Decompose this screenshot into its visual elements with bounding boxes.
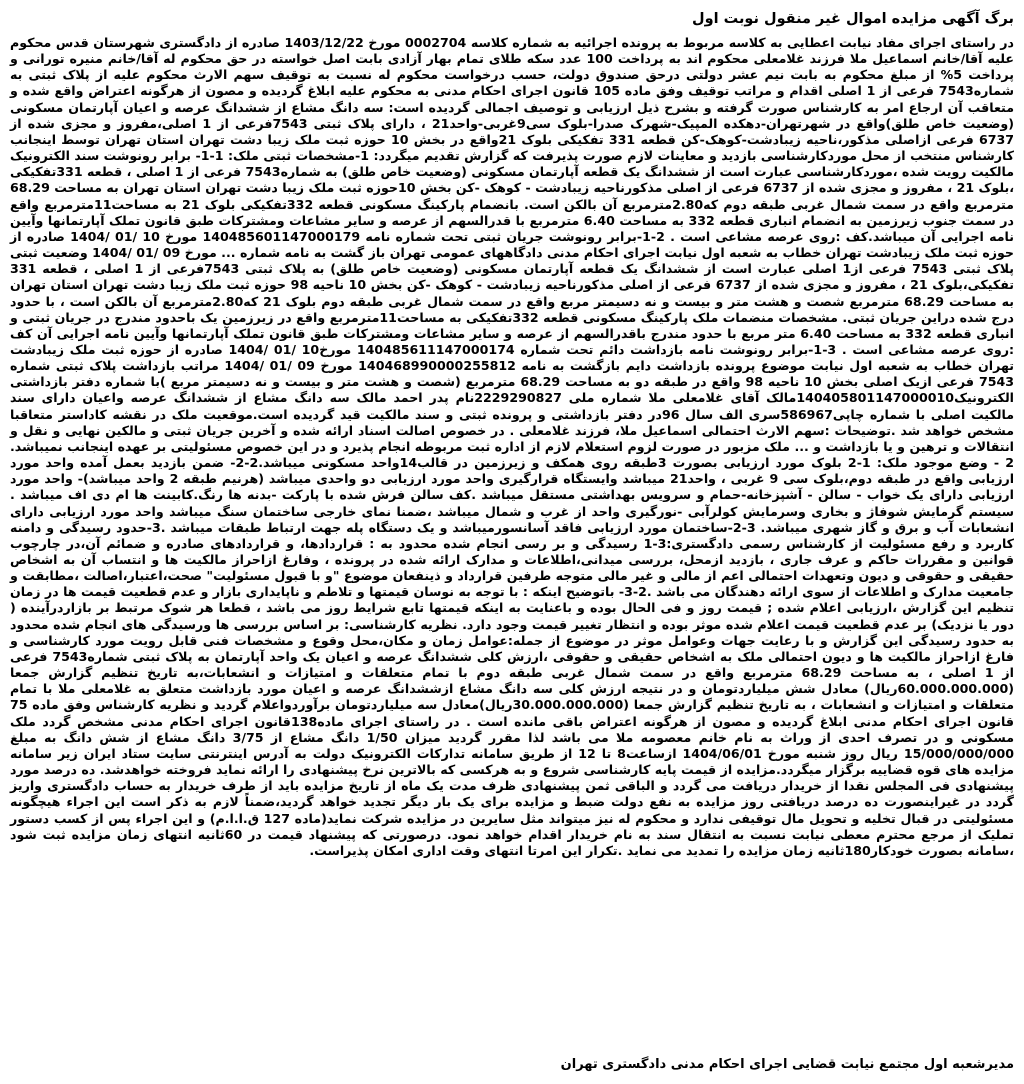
notice-body: در راستای اجرای مفاد نیابت اعطایی به کلاسه مربوط به پرونده اجرائیه به شماره کلاسه 0002704 مورخ 1403/12/22 صادره از دادگستری شهرستان قدس محکوم علیه آقا/خانم اسماعیل ملا فرزند غلامعلی محکوم اند به پرداخت 100 عدد سکه طلای تمام بهار آزادی بابت اصل خواسته در حق محکوم له آقا/خانم منیره تورانی و پرداخت 5% از مبلغ محکوم به بابت نیم عشر دولتی درحق صندوق دولت، حسب درخواست محکوم له نسبت به توقیف سهم الارث محکوم علیه از پلاک ثبتی به شماره7543 فرعی از 1 اصلی اقدام و مراتب توقیف وفق ماده 105 قانون اجرای احکام مدنی به محکوم علیه ابلاغ گردیده و مصون از هرگونه اعتراض واقع شده و متعاقب آن ارجاع امر به کارشناس صورت گرفته و بشرح ذیل ارزیابی و توصیف اجمالی گردیده است: سه دانگ مشاع از ششدانگ عرصه و اعیان آپارتمان مسکونی (وضعیت خاص طلق)واقع در شهرتهران-دهکده المپیک-شهرک صدرا-بلوک سی9غربی-واحد21 ، دارای پلاک ثبتی 7543فرعی از 1 اصلی،مفروز و مجزی شده از 6737 فرعی ازاصلی مذکور،ناحیه زیبادشت-کوهک-کن قطعه 331 تفکیکی بلوک 21واقع در بخش 10 حوزه ثبت ملک زیبا دشت تهران استان تهران توسط اینجانب کارشناس منتخب از محل موردکارشناسی بازدید و معاینات لازم صورت پذیرفت که گزارش تقدیم میگردد: 1-مشخصات ثبتی ملک: 1-1- برابر رونوشت سند الکترونیک مالکیت رویت شده ،موردکارشناسی عبارت است از ششدانگ یک قطعه آپارتمان مسکونی (وضعیت خاص طلق) به شماره7543 فرعی از 1 اصلی ، قطعه 331تفکیکی ،بلوک 21 ، مفروز و مجزی شده از 6737 فرعی از اصلی مذکورناحیه زیبادشت - کوهک -کن بخش 10حوزه ثبت ملک زیبا دشت تهران استان تهران به مساحت 68.29 مترمربع واقع در سمت شمال غربی طبقه دوم که2.80مترمربع آن بالکن است. بانضمام پارکینگ مسکونی قطعه 332تفکیکی بلوک 21 به مساحت11مترمربع واقع در سمت جنوب زیرزمین به انضمام انباری قطعه 332 به مساحت 6.40 مترمربع با قدرالسهم از عرصه و سایر مشاعات ومشترکات طبق قانون تملک آپارتمانها وآیین نامه اجرایی آن میباشد.کف :روی عرصه مشاعی است . 2-1-برابر رونوشت جریان ثبتی تحت شماره نامه 140485601147000179 مورخ 10 /01 /1404 صادره از حوزه ثبت ملک زیبادشت تهران خطاب به شعبه اول نیابت اجرای احکام مدنی دادگاههای عمومی تهران باز گشت به نامه شماره ... مورخ 09 /01 /1404 وضعیت ثبتی پلاک ثبتی 7543 فرعی از1 اصلی عبارت است از ششدانگ یک قطعه آپارتمان مسکونی (وضعیت خاص طلق) به پلاک ثبتی 7543فرعی از 1 اصلی ، قطعه 331 تفکیکی،بلوک 21 ، مفروز و مجزی شده از 6737 فرعی از اصلی مذکورناحیه زیبادشت - کوهک -کن بخش 10 ناحیه 98 حوزه ثبت ملک زیبا دشت تهران استان تهران به مساحت 68.29 مترمربع شصت و هشت متر و بیست و نه دسیمتر مربع واقع در سمت شمال غربی طبقه دوم بلوک 21 که2.80مترمربع آن بالکن است ، با حدود درج شده دراین جریان ثبتی. مشخصات منضمات ملک پارکینگ مسکونی قطعه 332تفکیکی به مساحت11مترمربع واقع در زیرزمین یک باحدود مندرج در جریان ثبتی و انباری قطعه 332 به مساحت 6.40 متر مربع با حدود مندرج باقدرالسهم از عرصه و سایر مشاعات ومشترکات طبق قانون تملک آپارتمانها وآیین نامه اجرایی آن کف :روی عرصه مشاعی است . 3-1-برابر رونوشت نامه بازداشت دائم تحت شماره 140485611147000174 مورخ10 /01 /1404 صادره از حوزه ثبت ملک زیبادشت تهران خطاب به شعبه اول نیابت موضوع پرونده بازداشت دایم بازگشت به نامه 140468990000255812 مورخ 09 /01 /1404 مراتب بازداشت پلاک ثبتی شماره 7543 فرعی ازیک اصلی بخش 10 ناحیه 98 واقع در طبقه دو به مساحت 68.29 مترمربع (شصت و هشت متر و بیست و نه دسیمتر مربع )با شماره دفتر بازداشتی الکترونیک140405801147000010مالک آقای غلامعلی ملا شماره ملی 2229290827نام پدر احمد مالک سه دانگ مشاع از ششدانگ عرصه واعیان دارای سند مالکیت اصلی با شماره چاپی586967سری الف سال 96در دفتر بازداشتی و پرونده ثبتی و سند مالکیت قید گردیده است.موقعیت ملک در نقشه کاداستر متعاقبا مشخص خواهد شد .توضیحات :سهم الارث احتمالی اسماعیل ملا، فرزند غلامعلی . در خصوص اصالت اسناد ارائه شده و آخرین جریان ثبتی و مالکین نهایی و نقل و انتقالات و ترهین و یا بازداشت و ... ملک مزبور در صورت لزوم استعلام لازم از اداره ثبت مربوطه انجام پذیرد و در این خصوص مسئولیتی بر عهده اینجانب نمیباشد. 2 - وضع موجود ملک: 1-2 بلوک مورد ارزیابی بصورت 3طبقه روی همکف و زیرزمین در قالب14واحد مسکونی میباشد.2-2- ضمن بازدید بعمل آمده واحد مورد ارزیابی واقع در طبقه دوم،بلوک سی 9 غربی ، واحد21 میباشد وایستگاه قرارگیری واحد مورد ارزیابی دو واحدی میباشد (هرنیم طبقه 2 واحد میباشد)- واحد مورد ارزیابی دارای یک خواب - سالن - آشپزخانه-حمام و سرویس بهداشتی مستقل میباشد .کف سالن فرش شده با پارکت -بدنه ها رنگ.کابینت ها ام دی اف میباشد . سیستم گرمایش شوفاژ و بخاری وسرمایش کولرآبی -نورگیری واحد از غرب و شمال میباشد ،ضمنا نمای خارجی ساختمان سنگ میباشد واحد مورد ارزیابی دارای انشعابات آب و برق و گاز شهری میباشد. 3-2-ساختمان مورد ارزیابی فاقد آسانسورمیباشد و یک دستگاه پله جهت ارتباط طبقات میباشد .3-حدود رسیدگی و دامنه کاربرد و رفع مسئولیت از کارشناس رسمی دادگستری:3-1 رسیدگی و بر رسی انجام شده محدود به : قراردادها، و قراردادهای صادره و ضمائم آن،در چارچوب قوانین و مقررات حاکم و عرف جاری ، بازدید ازمحل، بررسی میدانی،اطلاعات و مدارک ارائه شده در پرونده ، وفارغ ازاحراز مالکیت ها و انتساب آن به اشخاص حقیقی و حقوقی و دیون وتعهدات احتمالی اعم از مالی و غیر مالی متوجه طرفین قرارداد و ذینفعان موضوع "و با قبول مسئولیت" صحت،اعتبار،اصالت ،مطابقت و جامعیت مدارک و اطلاعات از سوی ارائه دهندگان می باشد .2-3- باتوضیح اینکه : با توجه به نوسان قیمتها و تلاطم و ناپایداری بازار و عدم قطعیت قیمت ها در زمان تنظیم این گزارش ،ارزیابی اعلام شده ; قیمت روز و فی الحال بوده و باعنایت به اینکه قیمتها تابع شرایط روز می باشد ، قطعا هر شوک مرتبط بر بازاردرآینده ( دور یا نزدیک) بر عدم قطعیت قیمت اعلام شده موثر بوده و انتظار تغییر قیمت وجود دارد. نظریه کارشناسی: بر اساس بررسی ها ورسیدگی های انجام شده محدود به حدود رسیدگی این گزارش و با رعایت جهات وعوامل موثر در موضوع از جمله:عوامل زمان و مکان،محل وقوع و مشخصات فنی قابل رویت مورد کارشناسی و فارغ ازاحراز مالکیت ها و دیون احتمالی ملک به اشخاص حقیقی و حقوقی ،ارزش کلی ششدانگ عرصه و اعیان یک واحد آپارتمان به پلاک ثبتی شماره7543 فرعی از 1 اصلی ، به مساحت 68.29 مترمربع واقع در سمت شمال غربی طبقه دوم با تمام متعلقات و امتیازات و انشعابات،به تاریخ تنظیم گزارش جمعا (60.000.000.000ریال) معادل شش میلیاردتومان و در نتیجه ارزش کلی سه دانگ مشاع ازششدانگ عرصه و اعیان مورد بازداشت متعلق به غلامعلی ملا با تمام متعلقات و امتیازات و انشعابات ، به تاریخ تنظیم گزارش جمعا (30.000.000.000ریال)معادل سه میلیاردتومان برآوردواعلام گردید و نظریه کارشناس وفق ماده 75 قانون اجرای احکام مدنی ابلاغ گردیده و مصون از هرگونه اعتراض باقی مانده است . در راستای اجرای ماده138قانون اجرای احکام مدنی مشخص گردد ملک مسکونی و در تصرف احدی از وراث به نام خانم معصومه ملا می باشد لذا مقرر گردید میزان 1/50 دانگ مشاع از 3/75 دانگ مشاع از شش دانگ به مبلغ 15/000/000/000 ریال روز شنبه مورخ 1404/06/01 ازساعت8 تا 12 از طریق سامانه تدارکات الکترونیک دولت به آدرس اینترنتی سایت ستاد ایران زیر سامانه مزایده های قوه قضاییه برگزار میگردد.مزایده از قیمت پایه کارشناسی شروع و به هرکسی که بالاترین نرخ پیشنهادی را ارائه نماید فروخته خواهدشد. ده درصد مورد پیشنهادی فی المجلس نقدا از خریدار دریافت می گردد و الباقی ثمن پیشنهادی ظرف مدت یک ماه از تاریخ مزایده باید از طرف خریدار به حساب دادگستری واریز گردد در غیراینصورت ده درصد دریافتی روز مزایده به نفع دولت ضبط و مزایده برای یک بار دیگر تجدید خواهد گردید،ضمناً لازم به ذکر است این اجراء هیچگونه مسئولیتی در قبال تخلیه و تحویل مال توقیفی ندارد و محکوم له نیز میتواند مثل سایرین در مزایده شرکت نماید(ماده 127 ق.ا.ا.م) و این اجراء پس از کسب دستور تملیک از مرجع محترم معطی نیابت نسبت به انتقال سند به نام خریدار اقدام خواهد نمود. درصورتی که پیشنهاد قیمت در 60ثانیه انتهای زمان مزایده ثبت شود ،سامانه بصورت خودکار180ثانیه زمان مزایده را تمدید می نماید .تکرار این امرتا انتهای وقت اداری امکان پذیراست. [10,35,1015,858]
notice-footer-signature: مدیرشعبه اول مجتمع نیابت قضایی اجرای احکام مدنی دادگستری تهران [560,1057,1014,1072]
notice-title: برگ آگهی مزایده اموال غیر منقول نوبت اول [692,11,1014,27]
